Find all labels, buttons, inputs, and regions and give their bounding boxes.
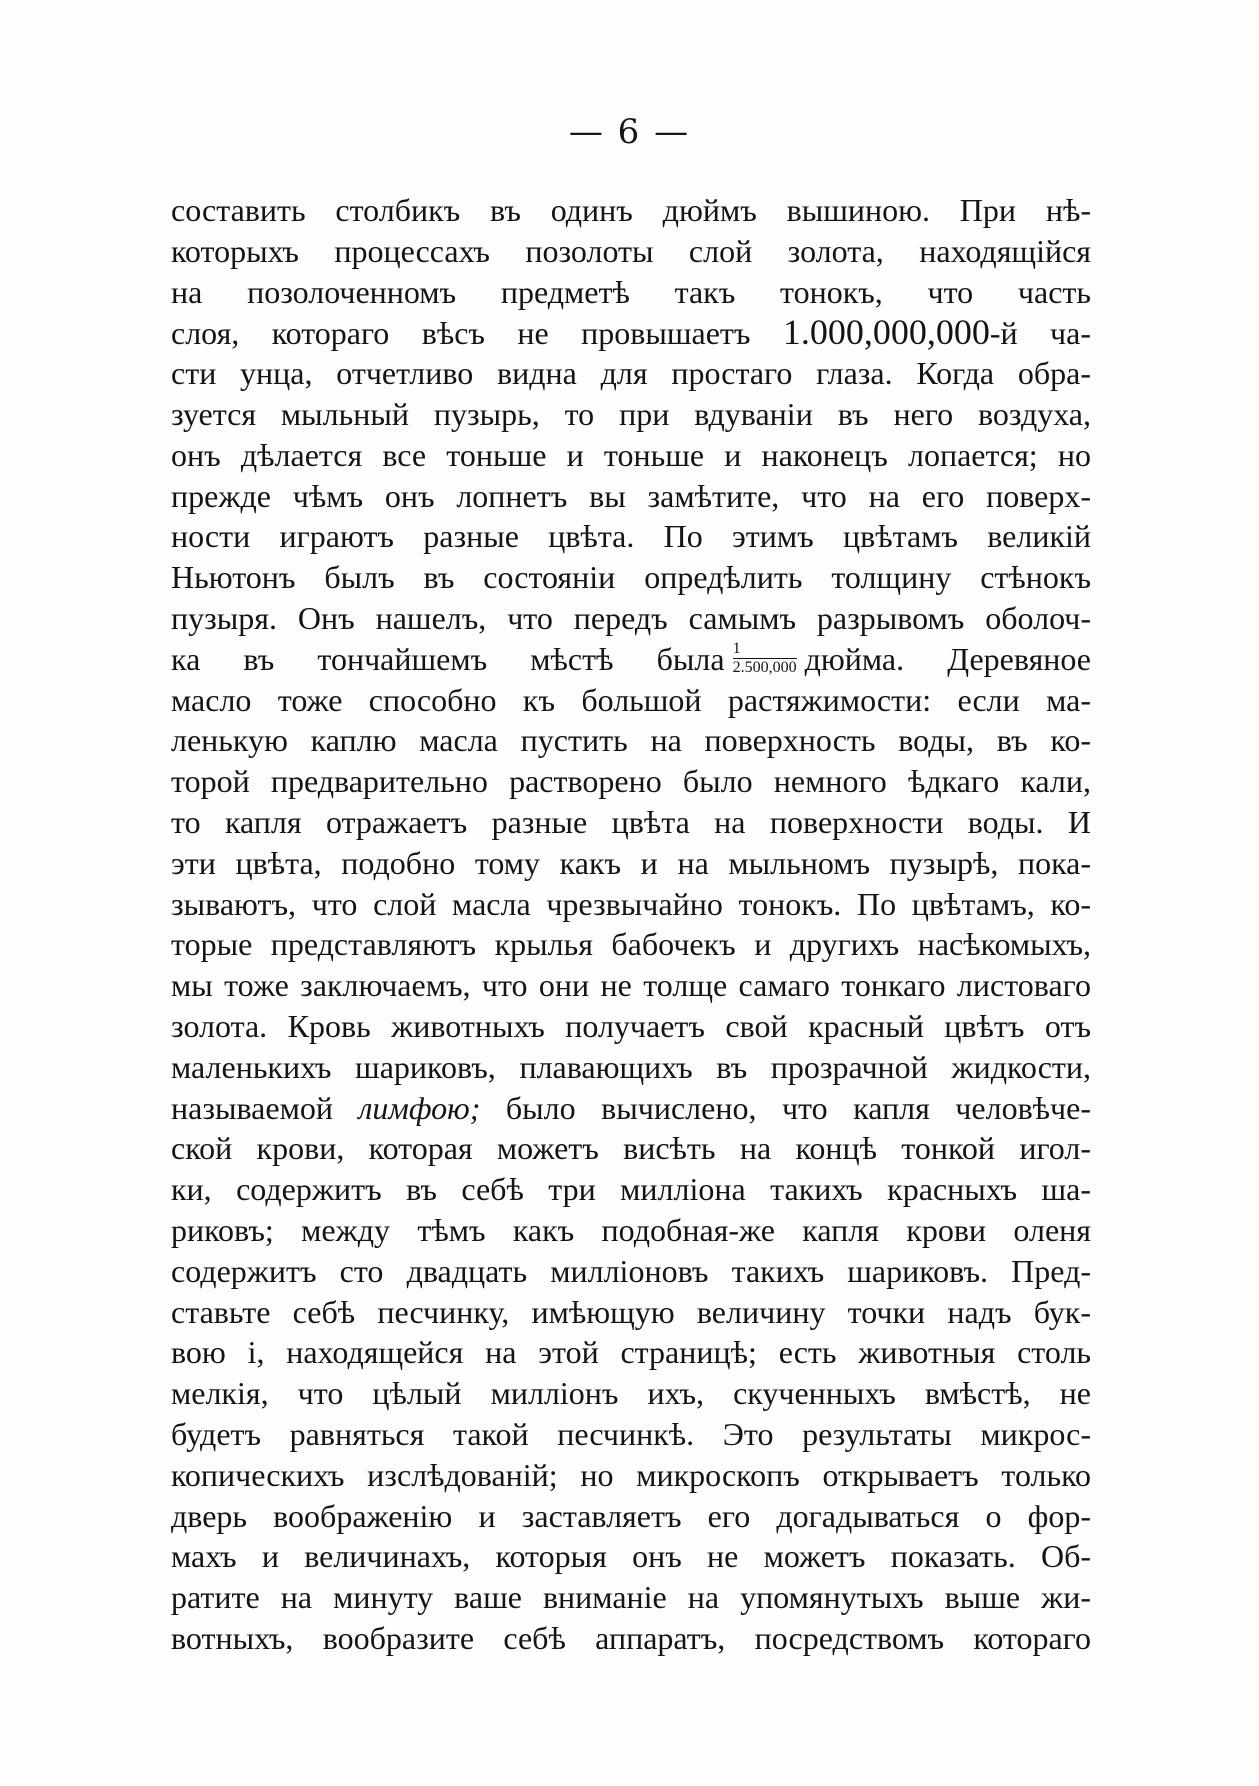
fraction-denominator: 2.500,000	[732, 658, 797, 676]
text-line-19: торые представляютъ крылья бабочекъ и другихъ насѣкомыхъ,	[171, 926, 1091, 963]
text-line-34: махъ и величинахъ, которыя онъ не можетъ показать. Об-	[171, 1538, 1091, 1575]
text-line-2: которыхъ процессахъ позолоты слой золота, находящійся	[171, 232, 1091, 269]
text-line-13: масло тоже способно къ большой растяжимости: если ма-	[171, 681, 1091, 718]
text-line-22: маленькихъ шариковъ, плавающихъ въ прозрачной жидкости,	[171, 1048, 1091, 1085]
text-line-23-end: было вычислено, что капля человѣче-	[480, 1089, 1091, 1126]
text-line-28: ставьте себѣ песчинку, имѣющую величину точки надъ бук-	[171, 1293, 1091, 1330]
fraction-numerator: 1	[732, 639, 741, 657]
text-line-25: ки, содержитъ въ себѣ три милліона такихъ красныхъ ша-	[171, 1171, 1091, 1208]
text-line-5: сти унца, отчетливо видна для простаго глаза. Когда обра-	[171, 355, 1091, 392]
text-line-24: ской крови, которая можетъ висѣть на концѣ тонкой игол-	[171, 1130, 1091, 1167]
text-line-12-start: ка въ тончайшемъ мѣстѣ была	[171, 640, 725, 677]
text-line-1: составить столбикъ въ одинъ дюймъ вышиною. При нѣ-	[171, 192, 1091, 228]
text-line-11: пузыря. Онъ нашелъ, что передъ самымъ разрывомъ оболоч-	[171, 599, 1091, 636]
text-line-4	[171, 312, 1091, 353]
page-number: — 6 —	[568, 112, 691, 152]
text-line-23-start: называемой	[171, 1089, 359, 1126]
text-line-12	[171, 639, 1091, 680]
text-line-20: мы тоже заключаемъ, что они не толще самаго тонкаго листоваго	[171, 967, 1091, 1004]
text-line-26: риковъ; между тѣмъ какъ подобная-же капля крови оленя	[171, 1211, 1091, 1248]
text-line-6: зуется мыльный пузырь, то при вдуваніи въ него воздуха,	[171, 395, 1091, 432]
text-line-18: зываютъ, что слой масла чрезвычайно тонокъ. По цвѣтамъ, ко-	[171, 885, 1091, 922]
text-line-10: Ньютонъ былъ въ состояніи опредѣлить толщину стѣнокъ	[171, 559, 1091, 596]
large-number: 1.000,000,000	[782, 312, 990, 353]
fraction	[733, 641, 797, 676]
text-line-32: копическихъ изслѣдованій; но микроскопъ открываетъ только	[171, 1456, 1091, 1493]
body-text	[171, 190, 1091, 1659]
text-line-30: мелкія, что цѣлый милліонъ ихъ, скученныхъ вмѣстѣ, не	[171, 1375, 1091, 1412]
text-line-9: ности играютъ разные цвѣта. По этимъ цвѣтамъ великій	[171, 518, 1091, 555]
text-line-29: вою і, находящейся на этой страницѣ; есть животныя столь	[171, 1334, 1091, 1371]
text-line-14: ленькую каплю масла пустить на поверхность воды, въ ко-	[171, 722, 1091, 759]
text-line-23	[171, 1088, 1091, 1129]
text-line-7: онъ дѣлается все тоньше и тоньше и наконецъ лопается; но	[171, 436, 1091, 473]
italic-term: лимфою;	[358, 1089, 481, 1126]
text-line-4-end: -й ча-	[989, 315, 1091, 352]
text-line-3: на позолоченномъ предметѣ такъ тонокъ, что часть	[171, 273, 1091, 310]
text-line-8: прежде чѣмъ онъ лопнетъ вы замѣтите, что на его поверх-	[171, 477, 1091, 514]
text-line-33: дверь воображенію и заставляетъ его догадываться о фор-	[171, 1497, 1091, 1534]
text-line-21: золота. Кровь животныхъ получаетъ свой красный цвѣтъ отъ	[171, 1007, 1091, 1044]
text-line-4-start: слоя, котораго вѣсъ не провышаетъ	[171, 315, 783, 352]
text-line-36: вотныхъ, вообразите себѣ аппаратъ, посредствомъ котораго	[171, 1619, 1091, 1656]
text-line-17: эти цвѣта, подобно тому какъ и на мыльномъ пузырѣ, пока-	[171, 844, 1091, 881]
text-line-12-end: дюйма. Деревяное	[804, 640, 1091, 677]
text-line-35: ратите на минуту ваше вниманіе на упомянутыхъ выше жи-	[171, 1579, 1091, 1616]
text-line-31: будетъ равняться такой песчинкѣ. Это результаты микрос-	[171, 1415, 1091, 1452]
text-line-15: торой предварительно растворено было немного ѣдкаго кали,	[171, 763, 1091, 800]
text-line-16: то капля отражаетъ разные цвѣта на поверхности воды. И	[171, 803, 1091, 840]
text-line-27: содержитъ сто двадцать милліоновъ такихъ шариковъ. Пред-	[171, 1252, 1091, 1289]
